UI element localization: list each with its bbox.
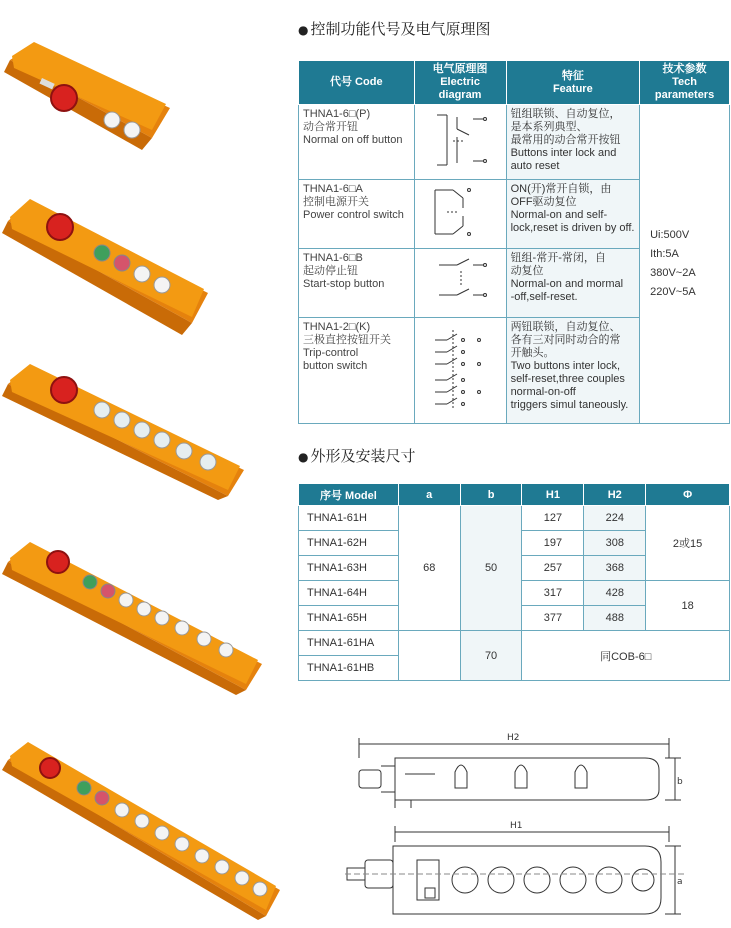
phi-value-cell: 2或15 — [646, 506, 730, 581]
header-phi: Φ — [646, 484, 730, 506]
table-row: THNA1-61H 68 50 127 224 2或15 — [299, 506, 730, 531]
table-row: THNA1-62H 197 308 — [299, 531, 730, 556]
header-b: b — [460, 484, 522, 506]
header-diagram: 电气原理图 Electric diagram — [414, 61, 506, 105]
h2-label: H2 — [507, 733, 520, 743]
bullet-icon: ● — [298, 23, 309, 37]
pendant-photo-6-button — [2, 360, 247, 500]
header-tech: 技术参数 Tech parameters — [640, 61, 730, 105]
pendant-photo-4-button — [2, 193, 212, 343]
code-cell: THNA1-2□(K) 三极直控按钮开关 Trip-control button switch — [299, 318, 415, 424]
tech-parameters-cell: Ui:500V Ith:5A 380V~2A 220V~5A — [640, 105, 730, 424]
feature-cell: 钮组联锁、自动复位， 是本系列典型、 最常用的动合常开按钮 Buttons inter lock and auto reset — [506, 105, 640, 180]
table-row — [299, 105, 730, 180]
table-row: THNA1-61HB — [299, 656, 730, 681]
feature-cell: ON(开)常开自锁，由 OFF驱动复位 Normal-on and self- lock,reset is driven by off. — [506, 180, 640, 249]
header-code: 代号 Code — [299, 61, 415, 105]
electric-diagram-1 — [414, 105, 506, 180]
header-h1: H1 — [522, 484, 584, 506]
control-section-title: ● 控制功能代号及电气原理图 — [298, 20, 491, 38]
pendant-photo-2-button — [2, 38, 172, 158]
pendant-photo-8-button — [2, 540, 264, 695]
control-function-table — [298, 60, 730, 424]
table-row: THNA1-64H 317 428 18 — [299, 581, 730, 606]
a-label: a — [677, 877, 683, 887]
header-feature: 特征 Feature — [506, 61, 640, 105]
b-value-cell: 50 — [460, 506, 522, 631]
table-header-row — [299, 61, 730, 105]
feature-cell: 钮组-常开-常闭，自 动复位 Normal-on and mormal -off,self-reset. — [506, 249, 640, 318]
code-cell: THNA1-6□(P) 动合常开钮 Normal on off button — [299, 105, 415, 180]
electric-diagram-2 — [414, 180, 506, 249]
note-cell: 同COB-6□ — [522, 631, 730, 681]
code-cell: THNA1-6□B 起动停止钮 Start-stop button — [299, 249, 415, 318]
feature-cell: 两钮联锁，自动复位、 各有三对同时动合的常 开触头。 Two buttons inter lock, self-reset,three couples normal-on-off triggers simul taneously. — [506, 318, 640, 424]
h1-label: H1 — [510, 821, 523, 831]
bullet-icon: ● — [298, 450, 309, 464]
dimension-section-title: ● 外形及安装尺寸 — [298, 447, 416, 465]
phi-value-cell: 18 — [646, 581, 730, 631]
header-a: a — [398, 484, 460, 506]
electric-diagram-3 — [414, 249, 506, 318]
code-cell: THNA1-6□A 控制电源开关 Power control switch — [299, 180, 415, 249]
pendant-photo-10-button — [2, 740, 282, 920]
dimension-table — [298, 483, 730, 681]
table-row: THNA1-63H 257 368 — [299, 556, 730, 581]
b-label: b — [677, 777, 683, 787]
table-row: THNA1-61HA 70 同COB-6□ — [299, 631, 730, 656]
dimension-drawing — [345, 728, 695, 928]
header-model: 序号 Model — [299, 484, 399, 506]
table-header-row — [299, 484, 730, 506]
table-row: THNA1-65H 377 488 — [299, 606, 730, 631]
electric-diagram-4 — [414, 318, 506, 424]
b-value-cell: 70 — [460, 631, 522, 681]
a-value-cell: 68 — [398, 506, 460, 631]
header-h2: H2 — [584, 484, 646, 506]
